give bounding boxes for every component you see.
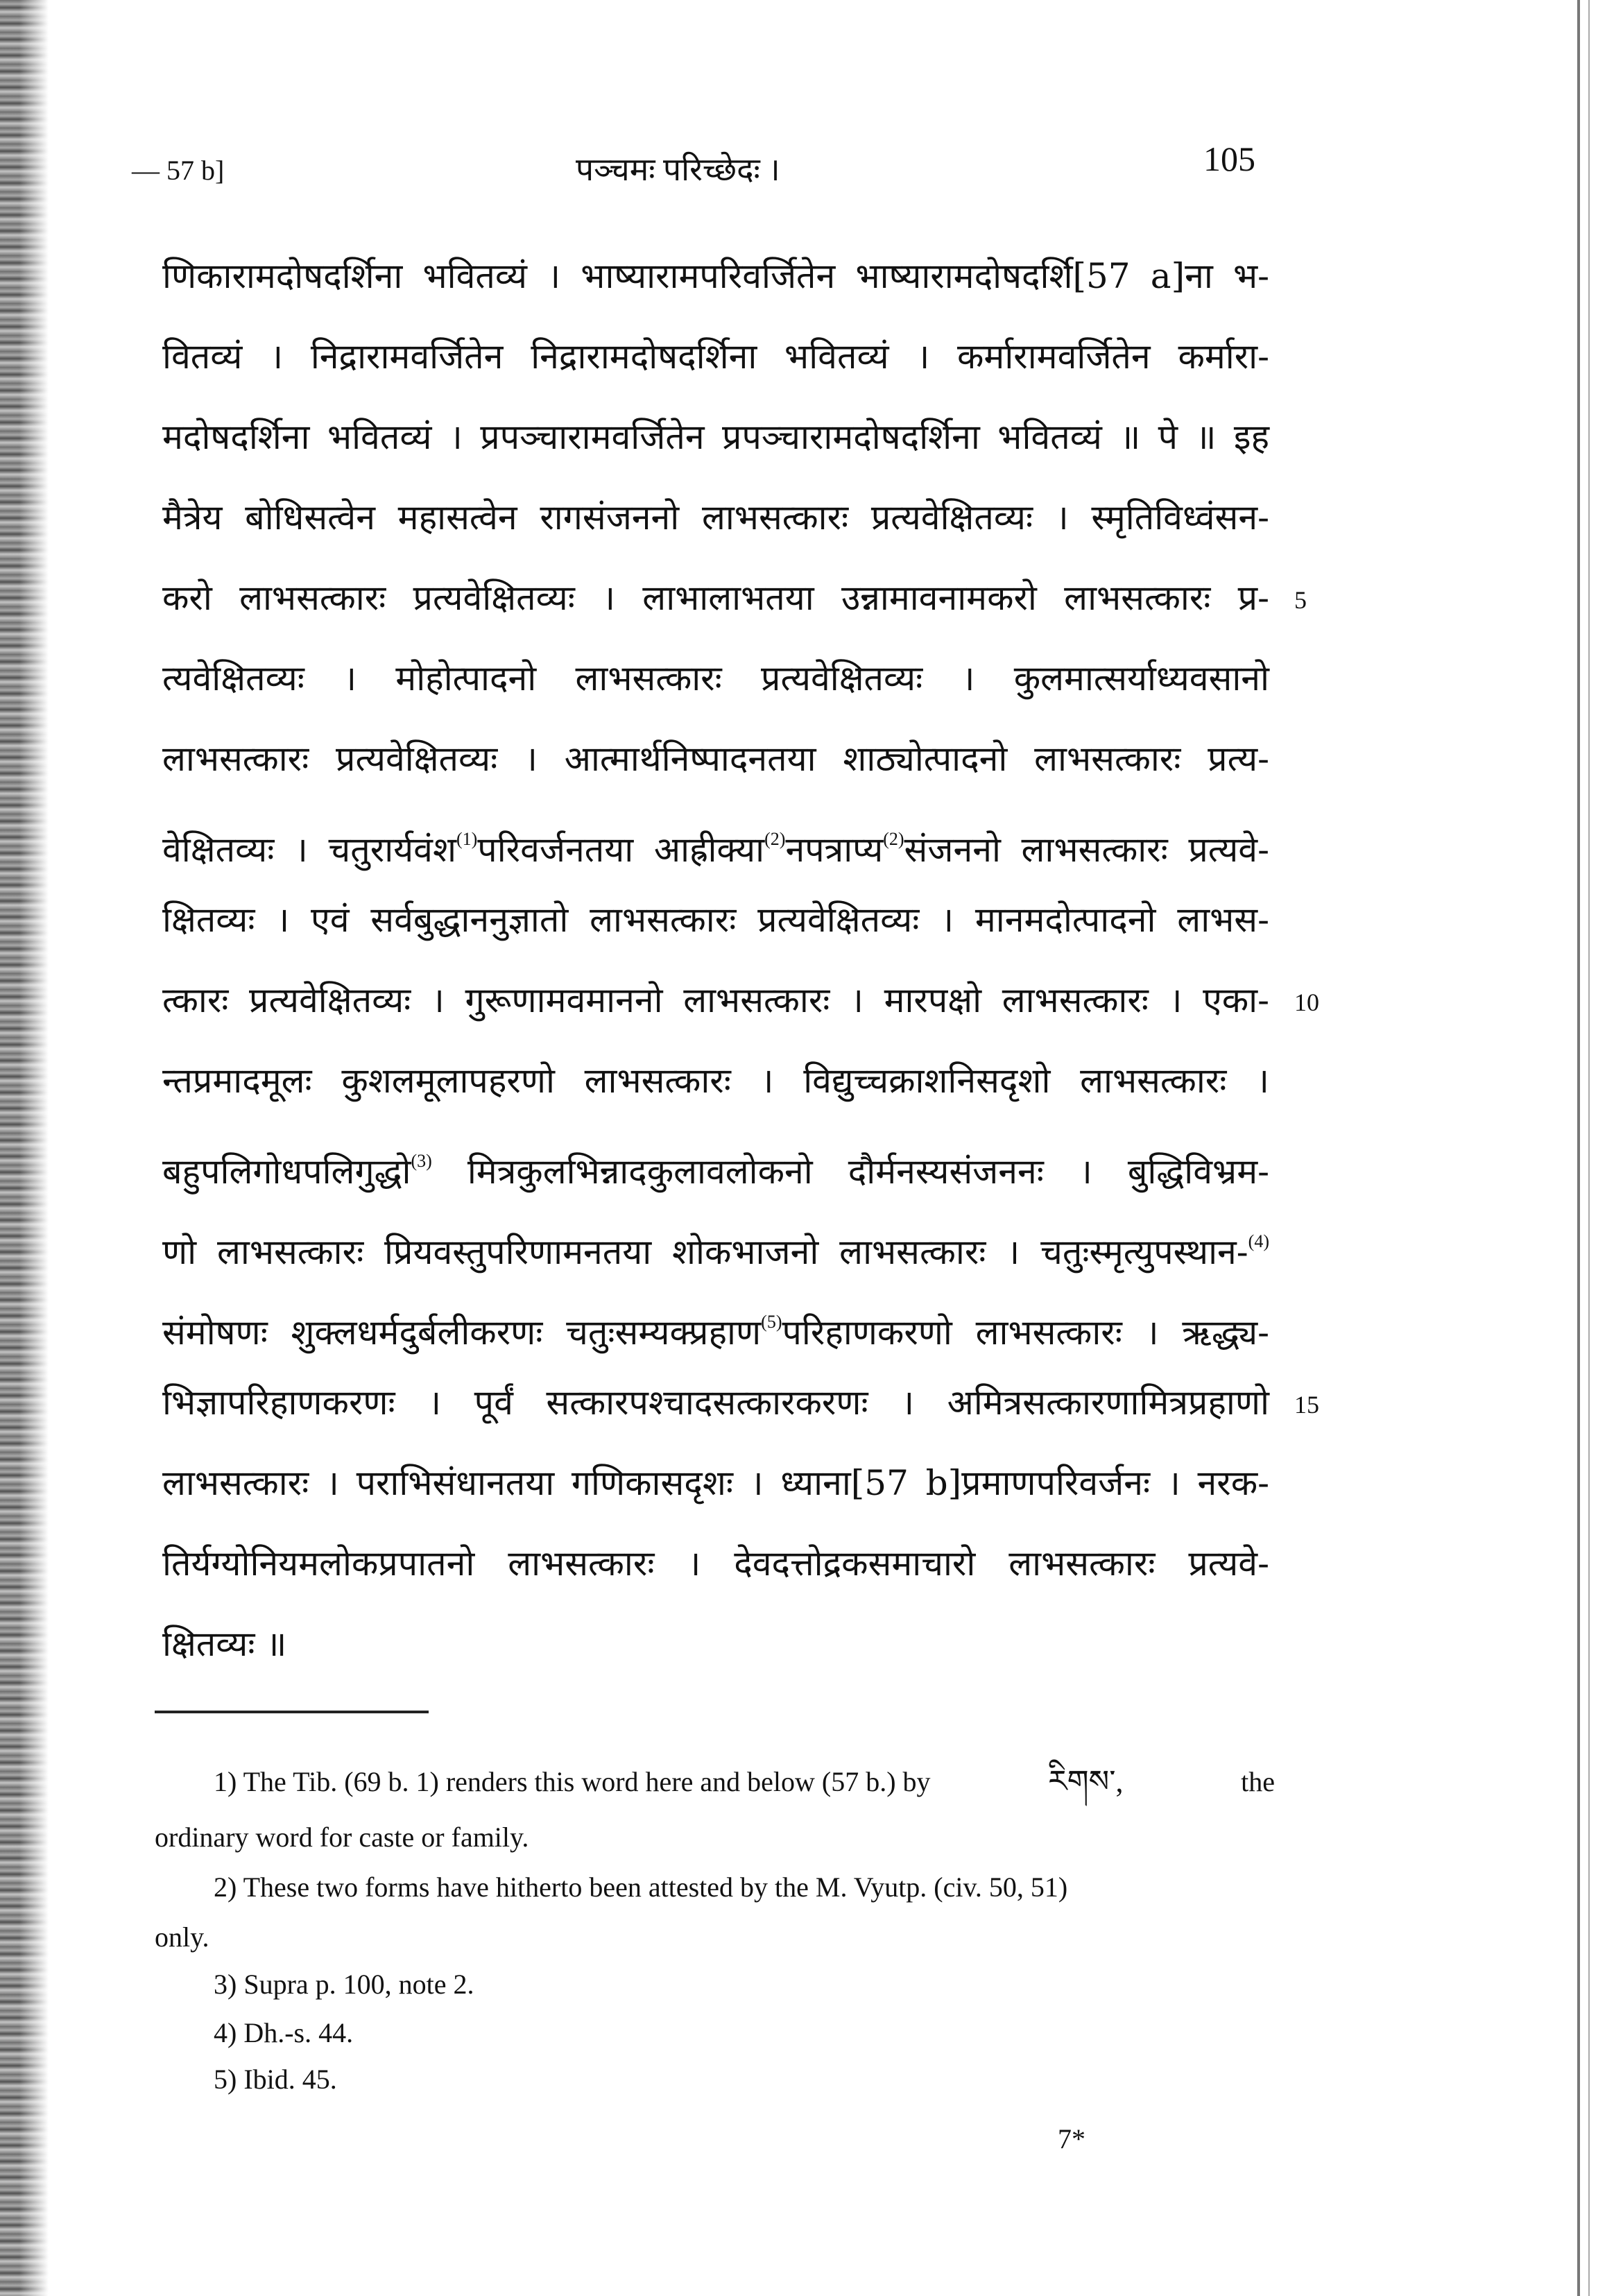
footnote-marker: (3) [411, 1151, 432, 1171]
footnote-1-end: the [1241, 1766, 1275, 1797]
text-segment: लाभसत्कारः । पराभिसंधानतया गणिकासदृशः । ध्याना[57 b]प्रमाणपरिवर्जनः । नरक- [162, 1463, 1269, 1503]
text-segment: मित्रकुलभिन्नादकुलावलोकनो दौर्मनस्यसंजननः । बुद्धिविभ्रम- [431, 1151, 1269, 1192]
text-segment: संजननो लाभसत्कारः प्रत्यवे- [904, 830, 1270, 870]
text-line [162, 1382, 1269, 1423]
text-line [162, 577, 1269, 619]
text-segment: संमोषणः शुक्लधर्मदुर्बलीकरणः चतुःसम्यक्प्रहाण [162, 1312, 762, 1353]
scan-binding-edge [0, 0, 49, 2296]
text-segment: त्कारः प्रत्यवेक्षितव्यः । गुरूणामवमाननो लाभसत्कारः । मारपक्षो लाभसत्कारः । एका- [162, 980, 1269, 1020]
text-segment: वितव्यं । निद्रारामवर्जितेन निद्रारामदोषदर्शिना भवितव्यं । कर्मारामवर्जितेन कर्मारा- [162, 336, 1269, 377]
text-line [162, 336, 1269, 377]
text-segment: परिवर्जनतया आह्रीक्या [477, 830, 765, 870]
text-line [162, 899, 1269, 941]
text-line [162, 738, 1269, 780]
text-line [162, 1543, 1269, 1584]
page-number: 105 [1203, 139, 1255, 178]
text-line [162, 497, 1269, 538]
footnote-2: 2) These two forms have hitherto been attested by the M. Vyutp. (civ. 50, 51) [214, 1871, 1068, 1903]
text-segment: क्षितव्यः । एवं सर्वबुद्धाननुज्ञातो लाभसत्कारः प्रत्यवेक्षितव्यः । मानमदोत्पादनो लाभस- [162, 900, 1269, 940]
footnote-marker: (1) [456, 829, 478, 849]
footnote-marker: (2) [883, 829, 904, 849]
footnote-1-tibetan: རིགས་, [1048, 1765, 1124, 1799]
footnote-2-continued: only. [155, 1921, 209, 1953]
text-line [162, 1462, 1269, 1504]
text-segment: लाभसत्कारः प्रत्यवेक्षितव्यः । आत्मार्थनिष्पादनतया शाठ्योत्पादनो लाभसत्कारः प्रत्य- [162, 739, 1269, 779]
scan-page-edge [1588, 0, 1590, 2296]
text-segment: भिज्ञापरिहाणकरणः । पूर्वं सत्कारपश्चादसत्कारकरणः । अमित्रसत्कारणामित्रप्रहाणो [162, 1382, 1269, 1423]
text-segment: तिर्यग्योनियमलोकप्रपातनो लाभसत्कारः । देवदत्तोद्रकसमाचारो लाभसत्कारः प्रत्यवे- [162, 1543, 1269, 1584]
text-line [162, 819, 1270, 870]
text-line [162, 1301, 1269, 1353]
line-number: 15 [1294, 1391, 1319, 1419]
footnote-marker: (4) [1248, 1231, 1269, 1251]
footnote-marker: (2) [764, 829, 786, 849]
text-segment: परिहाणकरणो लाभसत्कारः । ऋद्ध्य- [782, 1312, 1269, 1353]
text-segment: णिकारामदोषदर्शिना भवितव्यं । भाष्यारामपरिवर्जितेन भाष्यारामदोषदर्शि[57 a]ना भ- [162, 256, 1269, 296]
text-line [162, 1221, 1269, 1272]
text-line [162, 979, 1269, 1021]
text-line [162, 1140, 1269, 1192]
text-segment: बहुपलिगोधपलिगुद्धो [162, 1151, 411, 1192]
text-line [162, 416, 1269, 458]
text-segment: न्तप्रमादमूलः कुशलमूलापहरणो लाभसत्कारः । विद्युच्चक्राशनिसदृशो लाभसत्कारः । [162, 1061, 1269, 1101]
line-number: 5 [1294, 586, 1307, 614]
text-segment: करो लाभसत्कारः प्रत्यवेक्षितव्यः । लाभालाभतया उन्नामावनामकरो लाभसत्कारः प्र- [162, 578, 1269, 618]
footnote-4: 4) Dh.-s. 44. [214, 2017, 354, 2048]
text-segment: मदोषदर्शिना भवितव्यं । प्रपञ्चारामवर्जितेन प्रपञ्चारामदोषदर्शिना भवितव्यं ॥ पे ॥ इह [162, 417, 1269, 457]
footnote-marker: (5) [761, 1312, 782, 1332]
line-number: 10 [1294, 988, 1319, 1016]
signature-mark: 7* [1058, 2123, 1085, 2154]
text-segment: नपत्राप्य [785, 830, 884, 870]
text-segment: णो लाभसत्कारः प्रियवस्तुपरिणामनतया शोकभाजनो लाभसत्कारः । चतुःस्मृत्युपस्थान- [162, 1232, 1248, 1272]
footnote-1 [214, 1765, 1275, 1799]
text-line [162, 1623, 1269, 1665]
footnote-1-continued: ordinary word for caste or family. [155, 1822, 529, 1853]
text-line [162, 658, 1269, 699]
text-line [162, 255, 1269, 297]
scan-page-edge [1577, 0, 1580, 2296]
footnote-divider [155, 1711, 429, 1713]
running-head: पञ्चमः परिच्छेदः । [576, 152, 780, 187]
text-line [162, 1060, 1269, 1102]
folio-reference: — 57 b] [132, 155, 225, 186]
text-segment: त्यवेक्षितव्यः । मोहोत्पादनो लाभसत्कारः प्रत्यवेक्षितव्यः । कुलमात्सर्याध्यवसानो [162, 658, 1269, 699]
footnote-1-text: 1) The Tib. (69 b. 1) renders this word here and below (57 b.) by [214, 1766, 931, 1797]
text-segment: वेक्षितव्यः । चतुरार्यवंश [162, 830, 456, 870]
text-segment: मैत्रेय बोधिसत्वेन महासत्वेन रागसंजननो लाभसत्कारः प्रत्यवेक्षितव्यः । स्मृतिविध्वंसन- [162, 497, 1269, 538]
footnote-5: 5) Ibid. 45. [214, 2064, 337, 2095]
text-segment: क्षितव्यः ॥ [162, 1624, 287, 1664]
footnote-3: 3) Supra p. 100, note 2. [214, 1969, 474, 2000]
